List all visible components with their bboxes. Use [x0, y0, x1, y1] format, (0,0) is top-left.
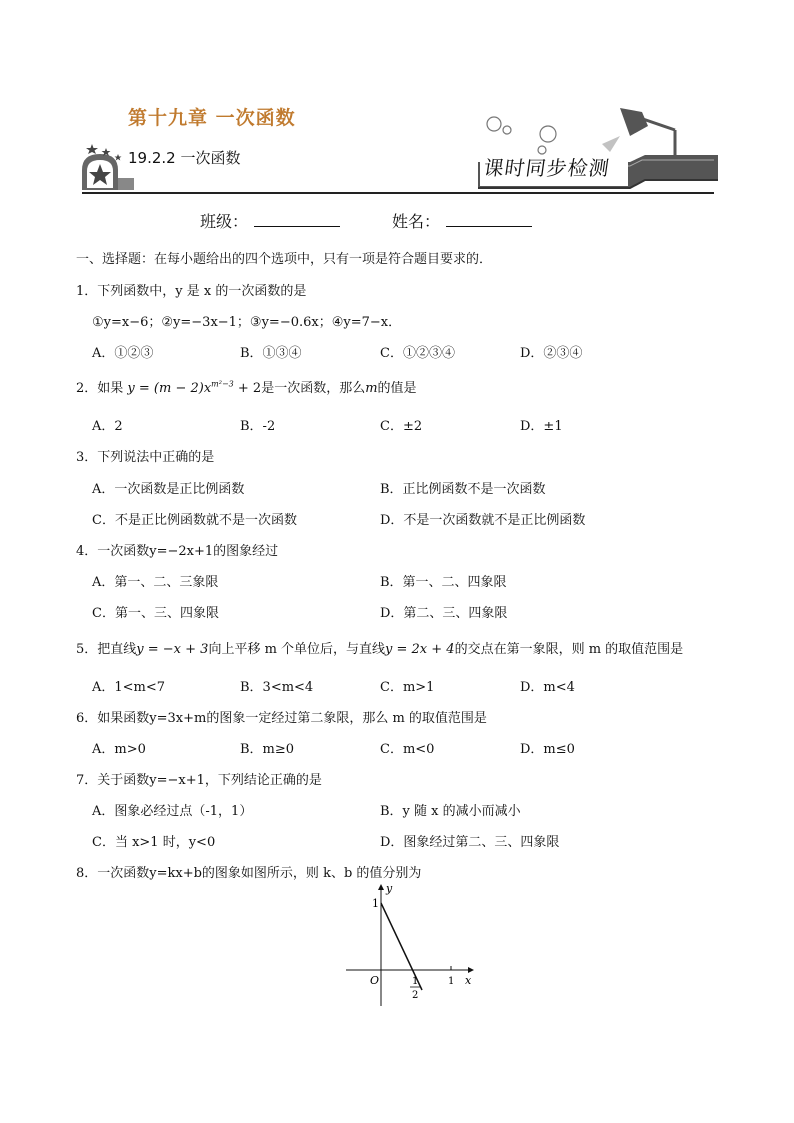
q2-text-c: 的值是	[377, 381, 417, 396]
question-7-stem: 7．关于函数y=−x+1，下列结论正确的是	[76, 773, 322, 788]
question-2-stem	[76, 377, 417, 396]
question-6-option-d[interactable]: D．m≤0	[520, 742, 575, 757]
q2-text-b: 是一次函数，那么	[261, 381, 366, 396]
question-1-option-a[interactable]: A．①②③	[92, 346, 154, 361]
question-3-option-a[interactable]: A．一次函数是正比例函数	[92, 482, 245, 497]
question-6-option-b[interactable]: B．m≥0	[240, 742, 295, 757]
question-1-stem: 1．下列函数中，y 是 x 的一次函数的是	[76, 284, 307, 299]
question-2-option-d[interactable]: D．±1	[520, 419, 563, 434]
question-5-option-c[interactable]: C．m>1	[380, 680, 435, 695]
question-1-option-b[interactable]: B．①③④	[240, 346, 302, 361]
question-4-option-b[interactable]: B．第一、二、四象限	[380, 575, 507, 590]
q2-var-m: m	[365, 381, 378, 396]
question-5-option-d[interactable]: D．m<4	[520, 680, 575, 695]
y-axis-arrow-icon	[378, 884, 384, 890]
question-4-option-d[interactable]: D．第二、三、四象限	[380, 606, 508, 621]
question-7-option-d[interactable]: D．图象经过第二、三、四象限	[380, 835, 560, 850]
question-3-stem: 3．下列说法中正确的是	[76, 450, 215, 465]
question-6-option-a[interactable]: A．m>0	[92, 742, 146, 757]
instructions: 一、选择题：在每小题给出的四个选项中，只有一项是符合题目要求的．	[76, 252, 493, 267]
banner-title: 课时同步检测	[482, 156, 612, 180]
question-3-option-d[interactable]: D．不是一次函数就不是正比例函数	[380, 513, 586, 528]
chapter-title: 第十九章 一次函数	[128, 107, 296, 129]
question-4-stem: 4．一次函数y=−2x+1的图象经过	[76, 544, 279, 559]
y-intercept-label: 1	[372, 897, 379, 910]
question-4-option-a[interactable]: A．第一、二、三象限	[92, 575, 219, 590]
question-2-option-c[interactable]: C．±2	[380, 419, 423, 434]
x-axis-arrow-icon	[468, 967, 474, 973]
q5-equation-2: y = 2x + 4	[385, 642, 455, 657]
y-axis-label: y	[386, 882, 393, 895]
class-blank[interactable]	[254, 212, 340, 227]
q5-equation-1: y = −x + 3	[136, 642, 209, 657]
q2-text-a: 2．如果	[76, 381, 124, 396]
question-2-option-b[interactable]: B．-2	[240, 419, 276, 434]
origin-label: O	[370, 974, 380, 987]
name-field	[392, 209, 532, 232]
question-2-option-a[interactable]: A．2	[92, 419, 123, 434]
question-5-option-a[interactable]: A．1<m<7	[92, 680, 166, 695]
q2-equation-tail: + 2	[237, 381, 262, 396]
x-axis-label: x	[465, 974, 472, 987]
q5-text-c: 的交点在第一象限，则 m 的取值范围是	[454, 642, 684, 657]
class-label: 班级：	[200, 212, 249, 231]
linear-function-graph	[340, 880, 480, 1010]
header-divider	[82, 192, 714, 194]
x-intercept-denominator: 2	[412, 990, 419, 1001]
name-label: 姓名：	[392, 212, 441, 231]
x-tick-one-label: 1	[448, 976, 455, 987]
q2-exponent: m²−3	[211, 379, 234, 389]
question-4-option-c[interactable]: C．第一、三、四象限	[92, 606, 219, 621]
question-1-option-c[interactable]: C．①②③④	[380, 346, 455, 361]
question-8-stem: 8．一次函数y=kx+b的图象如图所示，则 k、b 的值分别为	[76, 866, 422, 881]
class-field	[200, 209, 340, 232]
question-1-sub: ①y=x−6；②y=−3x−1；③y=−0.6x；④y=7−x．	[92, 315, 402, 330]
question-7-option-c[interactable]: C．当 x>1 时，y<0	[92, 835, 216, 850]
question-5-stem	[76, 638, 683, 657]
question-5-option-b[interactable]: B．3<m<4	[240, 680, 314, 695]
section-title: 19.2.2 一次函数	[128, 149, 241, 167]
x-intercept-numerator: 1	[412, 976, 419, 987]
question-6-stem: 6．如果函数y=3x+m的图象一定经过第二象限，那么 m 的取值范围是	[76, 711, 487, 726]
name-blank[interactable]	[446, 212, 532, 227]
question-3-option-c[interactable]: C．不是正比例函数就不是一次函数	[92, 513, 297, 528]
q5-text-a: 5．把直线	[76, 642, 137, 657]
star-badge-icon	[78, 140, 138, 196]
question-6-option-c[interactable]: C．m<0	[380, 742, 435, 757]
q2-equation: y = (m − 2)x	[127, 381, 212, 396]
question-3-option-b[interactable]: B．正比例函数不是一次函数	[380, 482, 546, 497]
question-7-option-b[interactable]: B．y 随 x 的减小而减小	[380, 804, 521, 819]
q5-text-b: 向上平移 m 个单位后，与直线	[208, 642, 386, 657]
question-1-option-d[interactable]: D．②③④	[520, 346, 583, 361]
question-7-option-a[interactable]: A．图象必经过点（-1，1）	[92, 804, 253, 819]
